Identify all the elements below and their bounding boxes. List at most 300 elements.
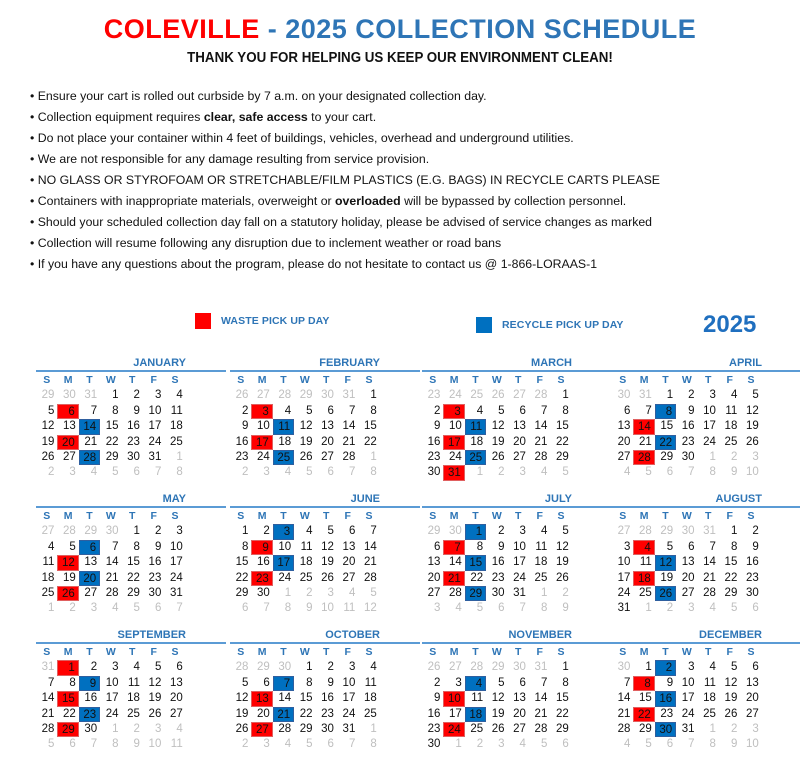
weekday-header: M xyxy=(257,374,267,386)
day-cell: 6 xyxy=(519,676,526,689)
recycle-pickup-day: 15 xyxy=(465,555,486,570)
weekday-header: S xyxy=(365,374,373,386)
day-cell: 20 xyxy=(256,707,270,720)
day-cell: 13 xyxy=(321,420,334,433)
day-cell: 2 xyxy=(154,525,162,538)
week-row xyxy=(612,465,762,480)
weekday-header: T xyxy=(515,510,522,522)
week-row xyxy=(612,450,762,465)
day-cell: 11 xyxy=(128,676,140,689)
week-row xyxy=(230,388,380,403)
day-cell: 4 xyxy=(133,661,140,674)
day-cell: 31 xyxy=(169,586,183,599)
day-cell: 11 xyxy=(364,676,377,689)
day-cell: 11 xyxy=(42,556,55,569)
legend-recycle: RECYCLE PICK UP DAY xyxy=(476,317,624,333)
weekday-header: W xyxy=(681,374,692,386)
day-cell: 20 xyxy=(427,571,441,584)
day-cell: 22 xyxy=(555,435,569,448)
rule-item: • Collection will resume following any disruption due to inclement weather or road bans xyxy=(30,236,502,250)
adjacent-month-day: 4 xyxy=(348,586,356,599)
adjacent-month-day: 5 xyxy=(112,466,119,479)
adjacent-month-day: 28 xyxy=(470,661,484,674)
week-row xyxy=(612,435,762,450)
day-cell: 24 xyxy=(681,707,695,720)
adjacent-month-day: 5 xyxy=(306,738,313,751)
adjacent-month-day: 2 xyxy=(666,602,674,615)
weekday-header: M xyxy=(449,510,459,522)
month-days-grid xyxy=(422,373,572,481)
day-cell: 13 xyxy=(427,556,441,569)
adjacent-month-day: 9 xyxy=(133,738,140,751)
adjacent-month-day: 1 xyxy=(47,602,55,615)
day-cell: 1 xyxy=(112,389,119,402)
adjacent-month-day: 2 xyxy=(498,466,505,479)
day-cell: 20 xyxy=(745,692,759,705)
day-cell: 11 xyxy=(535,540,548,553)
adjacent-month-day: 6 xyxy=(133,466,140,479)
week-row xyxy=(612,419,762,434)
month-name: AUGUST xyxy=(715,493,762,505)
adjacent-month-day: 4 xyxy=(455,602,462,615)
week-row xyxy=(422,676,572,691)
day-cell: 5 xyxy=(241,676,249,689)
day-cell: 5 xyxy=(69,540,76,553)
weekday-header: T xyxy=(472,510,479,522)
day-cell: 9 xyxy=(433,692,441,705)
day-cell: 17 xyxy=(448,707,462,720)
adjacent-month-day: 7 xyxy=(519,602,526,615)
month-september xyxy=(36,629,226,754)
day-cell: 30 xyxy=(148,586,162,599)
adjacent-month-day: 30 xyxy=(617,661,631,674)
week-row xyxy=(36,676,186,691)
adjacent-month-day: 28 xyxy=(62,525,76,538)
day-cell: 12 xyxy=(491,692,505,705)
day-cell: 20 xyxy=(342,556,356,569)
weekday-header: T xyxy=(705,374,712,386)
day-cell: 13 xyxy=(342,540,356,553)
adjacent-month-day: 1 xyxy=(370,450,377,463)
day-cell: 29 xyxy=(299,722,313,735)
day-cell: 23 xyxy=(427,722,441,735)
weekday-header: M xyxy=(449,646,459,658)
day-cell: 22 xyxy=(235,571,249,584)
weekday-header: T xyxy=(280,646,287,658)
day-cell: 22 xyxy=(724,571,738,584)
waste-pickup-day: 29 xyxy=(57,722,78,737)
adjacent-month-day: 8 xyxy=(284,602,292,615)
day-cell: 22 xyxy=(363,435,377,448)
week-row xyxy=(230,691,380,706)
waste-pickup-day: 21 xyxy=(443,571,464,586)
adjacent-month-day: 8 xyxy=(176,466,183,479)
waste-pickup-day: 10 xyxy=(443,691,464,706)
waste-swatch-icon xyxy=(195,313,211,329)
day-cell: 27 xyxy=(617,450,631,463)
day-cell: 14 xyxy=(617,692,631,705)
weekday-header: M xyxy=(63,510,73,522)
recycle-pickup-day: 6 xyxy=(79,540,100,555)
weekday-header: T xyxy=(86,510,93,522)
waste-pickup-day: 26 xyxy=(57,586,78,601)
day-cell: 25 xyxy=(724,435,738,448)
adjacent-month-day: 30 xyxy=(278,661,292,674)
weekday-header: W xyxy=(681,510,692,522)
day-cell: 27 xyxy=(342,571,356,584)
day-cell: 11 xyxy=(639,556,652,569)
adjacent-month-day: 1 xyxy=(176,450,183,463)
day-cell: 17 xyxy=(617,571,631,584)
waste-pickup-day: 15 xyxy=(57,691,78,706)
month-march xyxy=(422,357,612,482)
day-cell: 17 xyxy=(342,692,356,705)
rule-item: • We are not responsible for any damage resulting from service provision. xyxy=(30,152,430,166)
day-cell: 25 xyxy=(638,586,652,599)
day-cell: 6 xyxy=(263,676,270,689)
day-cell: 8 xyxy=(562,404,569,417)
day-cell: 13 xyxy=(84,556,98,569)
weekday-header: T xyxy=(280,510,287,522)
week-row xyxy=(612,404,762,419)
day-cell: 26 xyxy=(724,707,738,720)
day-cell: 5 xyxy=(154,661,162,674)
adjacent-month-day: 28 xyxy=(235,661,249,674)
day-cell: 9 xyxy=(241,420,249,433)
week-row xyxy=(422,465,572,480)
day-cell: 2 xyxy=(752,525,759,538)
day-cell: 17 xyxy=(681,692,695,705)
day-cell: 12 xyxy=(491,420,505,433)
day-cell: 16 xyxy=(84,692,98,705)
day-cell: 18 xyxy=(470,435,484,448)
week-row xyxy=(422,660,572,675)
day-cell: 5 xyxy=(752,389,759,402)
day-cell: 28 xyxy=(105,586,119,599)
day-cell: 30 xyxy=(256,586,270,599)
adjacent-month-day: 9 xyxy=(306,602,313,615)
weekday-header: F xyxy=(726,374,733,386)
day-cell: 7 xyxy=(623,676,631,689)
day-cell: 24 xyxy=(256,450,270,463)
recycle-swatch-icon xyxy=(476,317,492,333)
weekday-header: W xyxy=(299,510,310,522)
month-name: MARCH xyxy=(531,357,572,369)
month-name: SEPTEMBER xyxy=(117,629,186,641)
day-cell: 21 xyxy=(534,707,548,720)
rule-item: • NO GLASS OR STYROFOAM OR STRETCHABLE/FILM PLASTICS (E.G. BAGS) IN RECYCLE CARTS PLEASE xyxy=(30,173,660,187)
week-row xyxy=(230,601,380,616)
month-july xyxy=(422,493,612,618)
weekday-header: T xyxy=(129,510,136,522)
day-cell: 11 xyxy=(170,404,183,417)
day-cell: 30 xyxy=(745,586,759,599)
day-cell: 16 xyxy=(427,435,441,448)
day-cell: 15 xyxy=(724,556,738,569)
day-cell: 8 xyxy=(69,676,76,689)
adjacent-month-day: 6 xyxy=(327,738,334,751)
week-row xyxy=(36,419,186,434)
day-cell: 7 xyxy=(370,525,377,538)
month-days-grid xyxy=(612,645,762,753)
adjacent-month-day: 3 xyxy=(688,602,695,615)
day-cell: 28 xyxy=(41,722,55,735)
day-cell: 6 xyxy=(623,404,631,417)
day-cell: 6 xyxy=(327,404,334,417)
day-cell: 31 xyxy=(681,722,695,735)
week-row xyxy=(36,722,186,737)
recycle-pickup-day: 4 xyxy=(465,676,486,691)
weekday-header: S xyxy=(429,646,437,658)
recycle-pickup-day: 2 xyxy=(655,660,676,675)
adjacent-month-day: 2 xyxy=(133,722,140,735)
adjacent-month-day: 4 xyxy=(90,466,98,479)
day-cell: 26 xyxy=(148,707,162,720)
day-cell: 2 xyxy=(498,525,505,538)
day-cell: 15 xyxy=(555,420,569,433)
day-cell: 28 xyxy=(278,722,292,735)
adjacent-month-day: 3 xyxy=(498,738,505,751)
month-name: MAY xyxy=(162,493,186,505)
adjacent-month-day: 27 xyxy=(448,661,462,674)
recycle-pickup-day: 30 xyxy=(655,722,676,737)
weekday-header: T xyxy=(86,374,93,386)
day-cell: 13 xyxy=(513,692,526,705)
week-row xyxy=(36,660,186,675)
week-row xyxy=(422,601,572,616)
adjacent-month-day: 31 xyxy=(703,525,716,538)
legend-waste: WASTE PICK UP DAY xyxy=(195,313,329,329)
day-cell: 8 xyxy=(241,540,249,553)
adjacent-month-day: 6 xyxy=(562,738,569,751)
day-cell: 7 xyxy=(645,404,652,417)
month-days-grid xyxy=(612,373,762,481)
day-cell: 5 xyxy=(498,404,505,417)
weekday-header: S xyxy=(237,374,245,386)
weekday-header: W xyxy=(491,374,502,386)
day-cell: 9 xyxy=(133,404,140,417)
day-cell: 2 xyxy=(263,525,270,538)
weekday-header: M xyxy=(639,510,649,522)
adjacent-month-day: 5 xyxy=(306,466,313,479)
day-cell: 1 xyxy=(730,525,738,538)
day-cell: 13 xyxy=(513,420,526,433)
day-cell: 4 xyxy=(709,661,716,674)
rule-item: • Ensure your cart is rolled out curbside by 7 a.m. on your designated collection day. xyxy=(30,89,487,103)
adjacent-month-day: 4 xyxy=(540,466,548,479)
week-row xyxy=(422,707,572,722)
day-cell: 30 xyxy=(127,450,140,463)
adjacent-month-day: 6 xyxy=(154,602,162,615)
week-row xyxy=(422,419,572,434)
day-cell: 24 xyxy=(342,707,356,720)
day-cell: 28 xyxy=(617,722,631,735)
adjacent-month-day: 8 xyxy=(709,738,716,751)
waste-pickup-day: 7 xyxy=(443,540,464,555)
recycle-pickup-day: 3 xyxy=(273,524,294,539)
day-cell: 23 xyxy=(745,571,759,584)
day-cell: 30 xyxy=(427,738,441,751)
recycle-pickup-day: 23 xyxy=(79,707,100,722)
day-cell: 3 xyxy=(709,389,716,402)
waste-pickup-day: 23 xyxy=(251,571,272,586)
adjacent-month-day: 30 xyxy=(681,525,695,538)
day-cell: 10 xyxy=(105,676,119,689)
week-row xyxy=(230,707,380,722)
weekday-header: T xyxy=(280,374,287,386)
day-cell: 27 xyxy=(745,707,759,720)
week-row xyxy=(422,555,572,570)
weekday-header: F xyxy=(344,646,351,658)
adjacent-month-day: 28 xyxy=(638,525,652,538)
month-name: JULY xyxy=(544,493,572,505)
day-cell: 12 xyxy=(724,676,738,689)
day-cell: 25 xyxy=(470,722,484,735)
adjacent-month-day: 3 xyxy=(69,466,76,479)
adjacent-month-day: 29 xyxy=(299,389,313,402)
day-cell: 6 xyxy=(433,540,441,553)
weekday-header: M xyxy=(257,646,267,658)
day-cell: 2 xyxy=(688,389,695,402)
day-cell: 23 xyxy=(660,707,674,720)
adjacent-month-day: 25 xyxy=(470,389,484,402)
day-cell: 14 xyxy=(105,556,119,569)
day-cell: 2 xyxy=(133,389,140,402)
adjacent-month-day: 1 xyxy=(645,602,652,615)
month-august xyxy=(612,493,800,618)
day-cell: 14 xyxy=(41,692,55,705)
week-row xyxy=(230,737,380,752)
weekday-header: W xyxy=(491,510,502,522)
adjacent-month-day: 29 xyxy=(256,661,270,674)
adjacent-month-day: 2 xyxy=(69,602,76,615)
day-cell: 15 xyxy=(363,420,377,433)
day-cell: 13 xyxy=(169,676,183,689)
day-cell: 7 xyxy=(47,676,55,689)
day-cell: 15 xyxy=(299,692,313,705)
day-cell: 28 xyxy=(448,586,462,599)
weekday-header: S xyxy=(365,646,373,658)
adjacent-month-day: 12 xyxy=(363,602,377,615)
adjacent-month-day: 9 xyxy=(730,466,738,479)
day-cell: 12 xyxy=(41,420,55,433)
adjacent-month-day: 30 xyxy=(513,661,526,674)
week-row xyxy=(612,524,762,539)
weekday-header: T xyxy=(472,646,479,658)
week-row xyxy=(422,571,572,586)
day-cell: 19 xyxy=(724,692,738,705)
adjacent-month-day: 4 xyxy=(176,722,183,735)
weekday-header: S xyxy=(365,510,373,522)
adjacent-month-day: 4 xyxy=(284,466,292,479)
waste-pickup-day: 1 xyxy=(57,660,78,675)
recycle-pickup-day: 25 xyxy=(465,450,486,465)
waste-pickup-day: 4 xyxy=(633,540,654,555)
day-cell: 10 xyxy=(342,676,356,689)
week-row xyxy=(36,524,186,539)
day-cell: 16 xyxy=(321,692,334,705)
day-cell: 19 xyxy=(62,571,76,584)
day-cell: 11 xyxy=(725,404,738,417)
week-row xyxy=(422,691,572,706)
week-row xyxy=(612,737,762,752)
day-cell: 20 xyxy=(513,707,526,720)
week-row xyxy=(422,540,572,555)
weekday-header: T xyxy=(662,510,669,522)
day-cell: 26 xyxy=(745,435,759,448)
day-cell: 29 xyxy=(105,450,119,463)
week-row xyxy=(230,404,380,419)
adjacent-month-day: 8 xyxy=(709,466,716,479)
week-row xyxy=(422,435,572,450)
day-cell: 22 xyxy=(299,707,313,720)
day-cell: 14 xyxy=(703,556,716,569)
waste-pickup-day: 24 xyxy=(443,722,464,737)
month-divider xyxy=(422,506,612,508)
adjacent-month-day: 2 xyxy=(730,722,738,735)
weekday-header: S xyxy=(557,510,565,522)
waste-pickup-day: 28 xyxy=(633,450,654,465)
day-cell: 12 xyxy=(148,676,162,689)
adjacent-month-day: 9 xyxy=(562,602,569,615)
weekday-header: S xyxy=(747,510,755,522)
day-cell: 5 xyxy=(730,661,738,674)
weekday-header: S xyxy=(747,374,755,386)
weekday-header: W xyxy=(105,646,116,658)
day-cell: 30 xyxy=(491,586,505,599)
day-cell: 27 xyxy=(513,722,526,735)
day-cell: 22 xyxy=(470,571,484,584)
day-cell: 3 xyxy=(176,525,183,538)
day-cell: 19 xyxy=(148,692,162,705)
recycle-pickup-day: 1 xyxy=(465,524,486,539)
day-cell: 8 xyxy=(562,676,569,689)
day-cell: 29 xyxy=(555,722,569,735)
day-cell: 2 xyxy=(433,404,441,417)
day-cell: 8 xyxy=(133,540,140,553)
month-divider xyxy=(612,370,800,372)
month-days-grid xyxy=(230,509,380,617)
adjacent-month-day: 10 xyxy=(148,738,162,751)
week-row xyxy=(230,555,380,570)
day-cell: 10 xyxy=(148,404,162,417)
adjacent-month-day: 26 xyxy=(491,389,505,402)
month-divider xyxy=(230,506,420,508)
adjacent-month-day: 6 xyxy=(241,602,249,615)
waste-pickup-day: 14 xyxy=(633,419,654,434)
weekday-header: T xyxy=(129,646,136,658)
adjacent-month-day: 6 xyxy=(666,466,674,479)
month-divider xyxy=(612,642,800,644)
week-row xyxy=(36,571,186,586)
week-row xyxy=(230,524,380,539)
recycle-pickup-day: 17 xyxy=(273,555,294,570)
week-row xyxy=(612,676,762,691)
adjacent-month-day: 9 xyxy=(730,738,738,751)
weekday-header: F xyxy=(344,510,351,522)
day-cell: 16 xyxy=(745,556,759,569)
adjacent-month-day: 5 xyxy=(133,602,140,615)
day-cell: 21 xyxy=(84,435,98,448)
week-row xyxy=(36,450,186,465)
month-days-grid xyxy=(36,509,186,617)
day-cell: 25 xyxy=(299,571,313,584)
adjacent-month-day: 2 xyxy=(47,466,55,479)
waste-pickup-day: 9 xyxy=(251,540,272,555)
weekday-header: F xyxy=(726,510,733,522)
day-cell: 18 xyxy=(299,556,313,569)
rule-item: • Do not place your container within 4 feet of buildings, vehicles, overhead and underground utilities. xyxy=(30,131,574,145)
